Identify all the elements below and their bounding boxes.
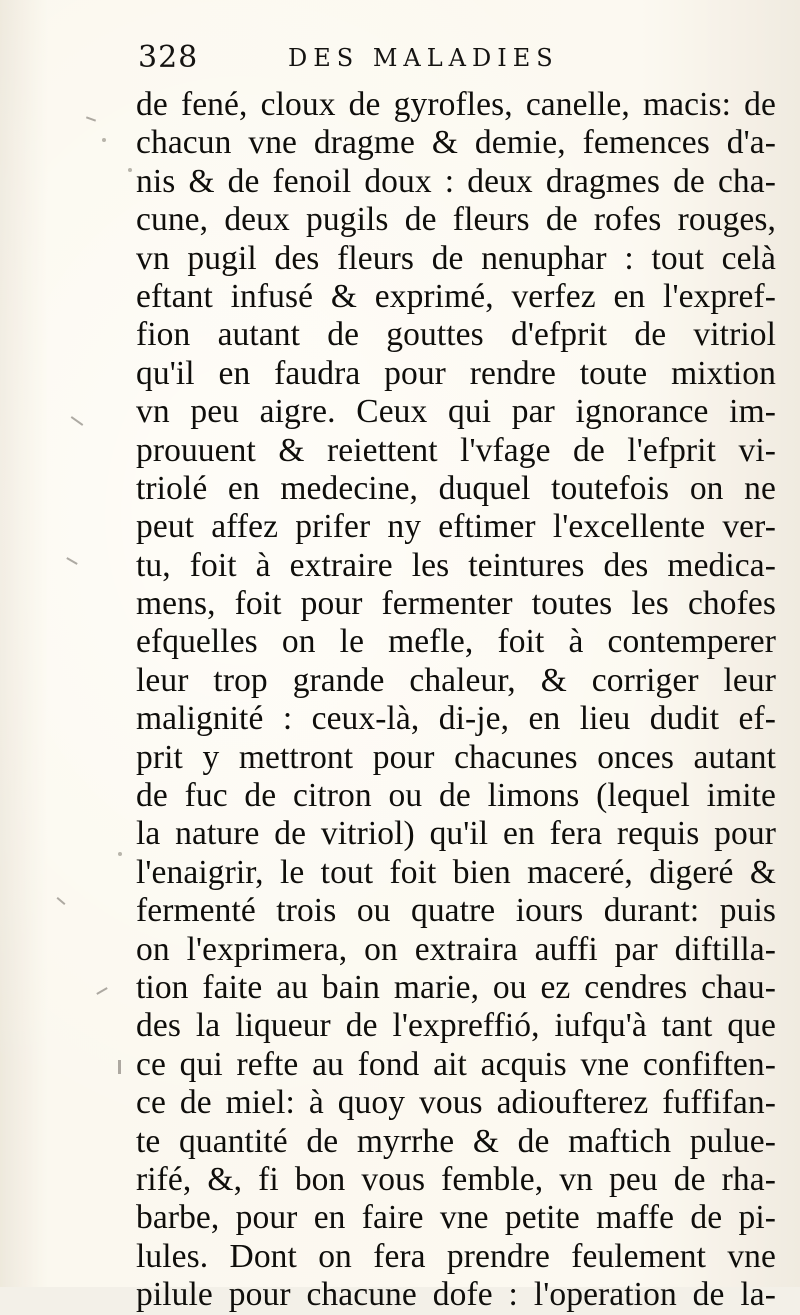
ink-speck <box>102 138 106 142</box>
margin-stroke <box>66 557 77 565</box>
text-line: des la liqueur de l'expreffió, iufqu'à tant que <box>136 1007 776 1045</box>
text-line: malignité : ceux-là, di-je, en lieu dudit ef- <box>136 700 776 738</box>
text-line: barbe, pour en faire vne petite maffe de pi- <box>136 1199 776 1237</box>
ink-speck <box>118 852 122 856</box>
text-line: lules. Dont on fera prendre feulement vne <box>136 1237 776 1275</box>
text-line: fion autant de gouttes d'efprit de vitriol <box>136 316 776 354</box>
text-line: te quantité de myrrhe & de maftich pulue- <box>136 1122 776 1160</box>
text-line: fermenté trois ou quatre iours durant: puis <box>136 892 776 930</box>
margin-stroke <box>96 987 107 995</box>
text-line: eftant infusé & exprimé, verfez en l'expref- <box>136 277 776 315</box>
page-number: 328 <box>138 40 199 75</box>
text-line: peut affez prifer ny eftimer l'excellente ver- <box>136 508 776 546</box>
text-line: rifé, &, fi bon vous femble, vn peu de rha- <box>136 1160 776 1198</box>
text-line: vn peu aigre. Ceux qui par ignorance im- <box>136 393 776 431</box>
text-line: tu, foit à extraire les teintures des medica- <box>136 546 776 584</box>
text-line: la nature de vitriol) qu'il en fera requis pour <box>136 815 776 853</box>
text-line: triolé en medecine, duquel toutefois on ne <box>136 469 776 507</box>
show-through-marks <box>148 1232 748 1282</box>
text-line: on l'exprimera, on extraira auffi par diftilla- <box>136 930 776 968</box>
text-line: qu'il en faudra pour rendre toute mixtion <box>136 354 776 392</box>
text-line: chacun vne dragme & demie, femences d'a- <box>136 124 776 162</box>
margin-marks <box>0 0 130 1287</box>
text-line: l'enaigrir, le tout foit bien maceré, digeré & <box>136 853 776 891</box>
margin-stroke <box>86 116 96 121</box>
body-text <box>136 86 776 1315</box>
margin-stroke <box>71 416 84 426</box>
running-title: DES MALADIES <box>288 44 559 72</box>
text-line: ce de miel: à quoy vous adioufterez fuffifan- <box>136 1084 776 1122</box>
text-line: prit y mettront pour chacunes onces autant <box>136 738 776 776</box>
text-line: cune, deux pugils de fleurs de rofes rouges, <box>136 201 776 239</box>
text-line: tion faite au bain marie, ou ez cendres chau- <box>136 968 776 1006</box>
text-line: de fené, cloux de gyrofles, canelle, macis: de <box>136 86 776 123</box>
margin-stroke <box>118 1060 121 1074</box>
text-line: efquelles on le mefle, foit à contemperer <box>136 623 776 661</box>
text-line: vn pugil des fleurs de nenuphar : tout celà <box>136 239 776 277</box>
text-line: nis & de fenoil doux : deux dragmes de cha- <box>136 162 776 200</box>
text-line: mens, foit pour fermenter toutes les chofes <box>136 585 776 623</box>
text-line: ce qui refte au fond ait acquis vne confiften- <box>136 1045 776 1083</box>
page-header <box>138 40 758 84</box>
text-line: de fuc de citron ou de limons (lequel imite <box>136 777 776 815</box>
text-line: leur trop grande chaleur, & corriger leur <box>136 661 776 699</box>
ink-speck <box>128 168 132 172</box>
margin-stroke <box>57 897 66 905</box>
text-line: prouuent & reiettent l'vfage de l'efprit vi- <box>136 431 776 469</box>
text-line: pilule pour chacune dofe : l'operation de la- <box>136 1276 776 1314</box>
